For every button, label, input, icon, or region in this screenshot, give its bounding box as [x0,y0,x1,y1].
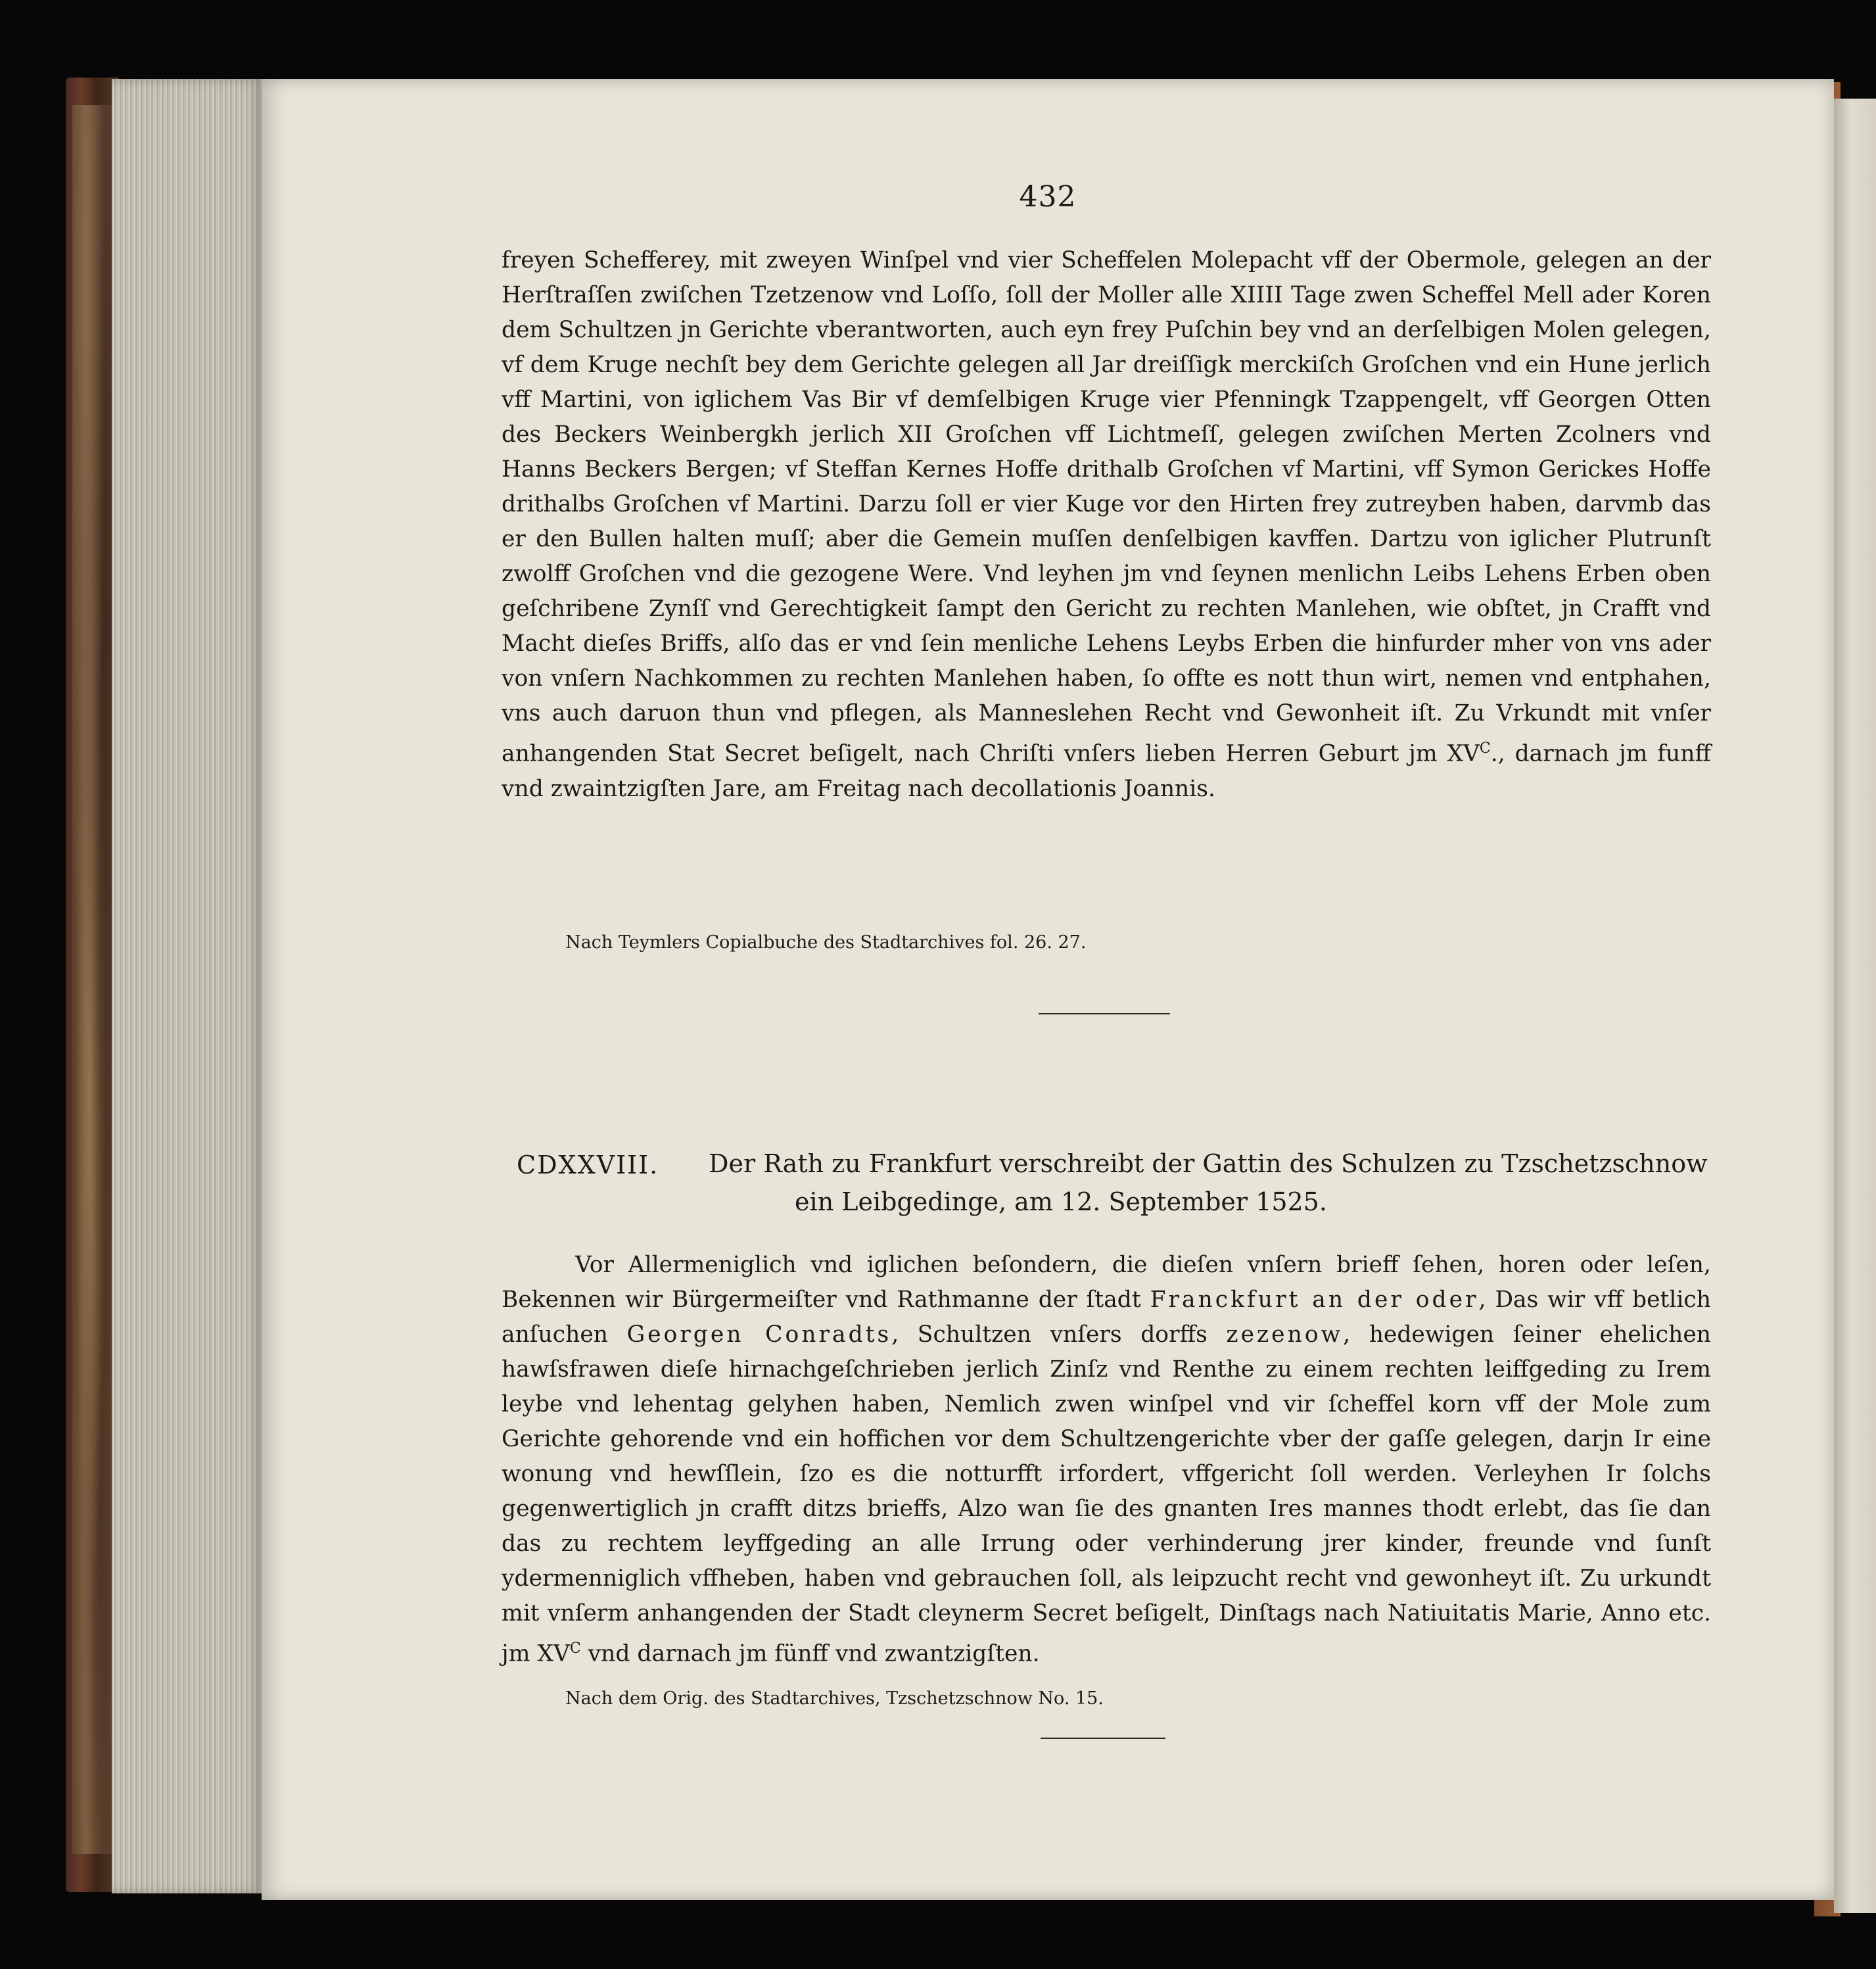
place-name-frankfurt: Franckfurt an der oder [1150,1287,1479,1313]
paragraph-1-text: freyen Schefferey, mit zweyen Winſpel vnd vier Scheffelen Molepacht vff der Obermole, gelegen an der Herſtraſſen zwiſchen Tzetzenow vnd Loſſo, ſoll der Moller alle XIIII Tage zwen Scheffel Mell ader Koren dem Schultzen jn Gerichte vberantworten, auch eyn frey Puſchin bey vnd an derſelbigen Molen gelegen, vf dem Kruge nechſt bey dem Gerichte gelegen all Jar dreiſſigk merckiſch Groſchen vnd ein Hune jerlich vff Martini, von iglichem Vas Bir vf demſelbigen Kruge vier Pfenningk Tzappengelt, vff Georgen Otten des Beckers Weinbergkh jerlich XII Groſchen vff Lichtmeſſ, gelegen zwiſchen Merten Zcolners vnd Hanns Beckers Bergen; vf Steffan Kernes Hoffe drithalb Groſchen vf Martini, vff Symon Gerickes Hoffe drithalbs Groſchen vf Martini. Darzu ſoll er vier Kuge vor den Hirten frey zutreyben haben, darvmb das er den Bullen halten muſſ; aber die Gemein muſſen denſelbigen kavffen. Dartzu von iglicher Plutrunſt zwolff Groſchen vnd die gezogene Were. Vnd leyhen jm vnd ſeynen menlichn Leibs Lehens Erben oben geſchribene Zynſſ vnd Gerechtigkeit ſampt den Gericht zu rechten Manlehen, wie obſtet, jn Crafft vnd Macht dieſes Briffs, alſo das er vnd ſein menliche Lehens Leybs Erben die hinfurder mher von vns ader von vnſern Nachkommen zu rechten Manlehen haben, ſo offte es nott thun wirt, nemen vnd entphahen, vns auch daruon thun vnd pflegen, als Manneslehen Recht vnd Gewonheit iſt. Zu Vrkundt mit vnſer anhangenden Stat Secret beſigelt, nach Chriſti vnſers lieben Herren Geburt jm XV [502,247,1711,767]
charter-text-continued [502,243,1711,807]
person-name-conradts: Georgen Conradts [626,1321,892,1348]
source-note-2: Nach dem Orig. des Stadtarchives, Tzschetzschnow No. 15. [565,1688,1104,1709]
paragraph-2-part-d: , hedewigen ſeiner ehelichen hawſsfrawen dieſe hirnachgeſchrieben jerlich Zinſz vnd Renthe zu einem rechten leiffgeding zu Irem leybe vnd lehentag gelyhen haben, Nemlich zwen winſpel vnd vir ſcheffel korn vff der Mole zum Gerichte gehorende vnd ein hoffichen vor dem Schultzengerichte vber der gaſſe gelegen, darjn Ir eine wonung vnd hewſſlein, ſzo es die notturfft irfordert, vffgericht ſoll werden. Verleyhen Ir ſolchs gegenwertiglich jn crafft ditzs brieffs, Alzo wan ſie des gnanten Ires mannes thodt erlebt, das ſie dan das zu rechtem leyffgeding an alle Irrung oder verhinderung jrer kinder, freunde vnd ſunſt ydermenniglich vffheben, haben vnd gebrauchen ſoll, als leipzucht recht vnd gewonheyt iſt. Zu urkundt mit vnſerm anhangenden der Stadt cleynerm Secret beſigelt, Dinſtags nach Natiuitatis Marie, Anno etc. jm XV [502,1321,1711,1667]
document-number: CDXXVIII. [517,1151,659,1179]
document-heading-line-1: Der Rath zu Frankfurt verschreibt der Gattin des Schulzen zu Tzschetzschnow [709,1149,1708,1178]
paragraph-2-part-c: , Schultzen vnſers dorffs [891,1321,1227,1348]
book-page [262,79,1834,1900]
charter-text [502,1248,1711,1672]
page-edges [112,79,264,1893]
section-divider-rule [1039,1013,1170,1014]
source-note-1: Nach Teymlers Copialbuche des Stadtarchives fol. 26. 27. [565,932,1087,953]
document-heading-line-2: ein Leibgedinge, am 12. September 1525. [795,1187,1327,1216]
paragraph-2-part-a: Vor Allermeniglich vnd iglichen beſondern, die dieſen vnſern brieff ſehen, horen oder leſen, Bekennen wir Bürgermeiſter vnd Rathmanne der ſtadt [502,1252,1711,1313]
page-number: 432 [1019,180,1077,214]
paragraph-2-part-b: , Das wir vff betlich anſuchen [502,1287,1711,1348]
end-divider-rule [1041,1738,1165,1739]
facing-page-edge [1834,99,1876,1913]
paragraph-1-superscript: C [1479,740,1491,757]
paragraph-1-end: ., darnach jm funff vnd zwaintzigſten Jare, am Freitag nach decollationis Joannis. [502,740,1711,802]
paragraph-2-superscript: C [569,1640,581,1657]
place-name-zezenow: zezenow [1226,1321,1344,1348]
paragraph-2-end: vnd darnach jm fünff vnd zwantzigſten. [580,1640,1040,1667]
